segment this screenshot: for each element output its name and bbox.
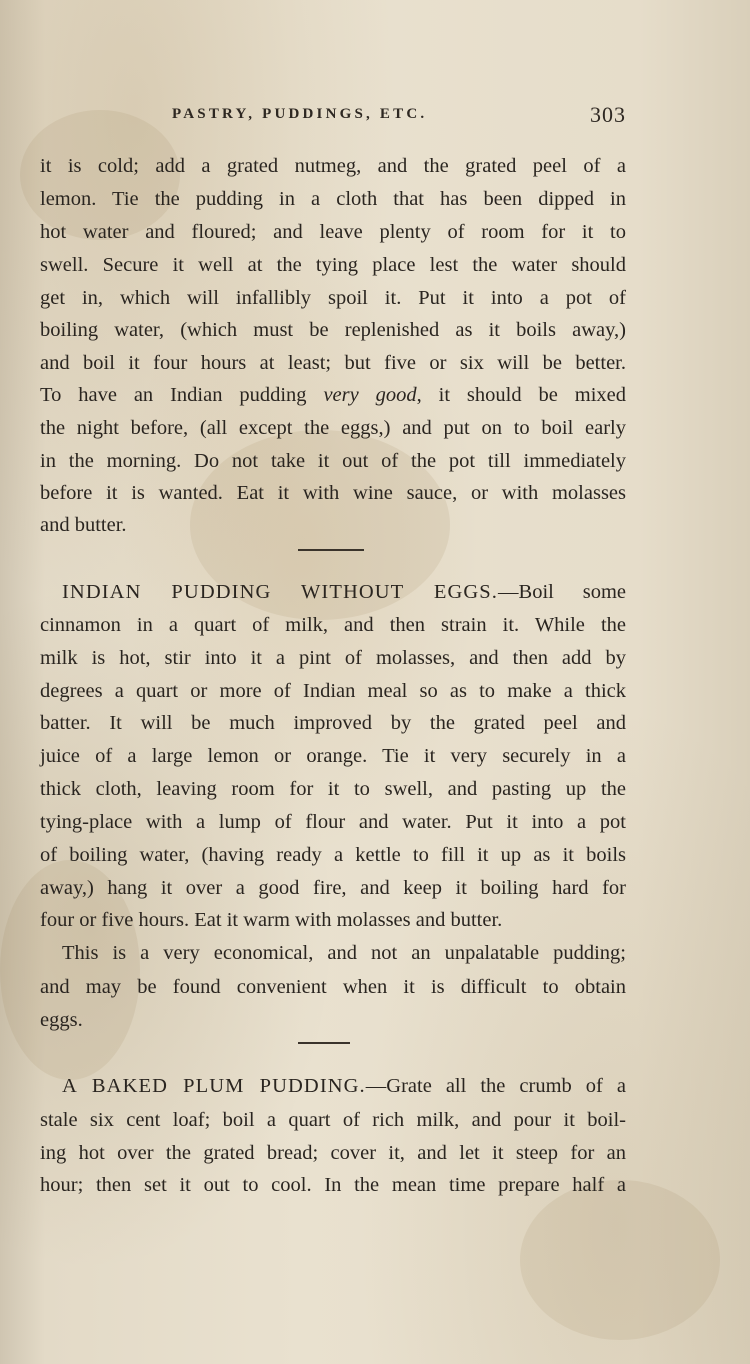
recipe-heading-line <box>62 1071 626 1101</box>
text-line: stale six cent loaf; boil a quart of rich milk, and pour it boil- <box>40 1109 626 1131</box>
text-line: lemon. Tie the pudding in a cloth that has been dipped in <box>40 188 626 210</box>
text-line: This is a very economical, and not an unpalatable pudding; <box>62 942 626 964</box>
text-line: ing hot over the grated bread; cover it, and let it steep for an <box>40 1142 626 1164</box>
section-divider <box>298 1042 350 1044</box>
text-line: juice of a large lemon or orange. Tie it very securely in a <box>40 745 626 767</box>
text-run: —Grate all the crumb of a <box>365 1075 626 1097</box>
running-head: PASTRY, PUDDINGS, ETC. <box>172 106 428 122</box>
text-line: batter. It will be much improved by the grated peel and <box>40 712 626 734</box>
paper-stain <box>520 1180 720 1340</box>
section-divider <box>298 549 364 551</box>
page-number: 303 <box>590 102 626 127</box>
text-run: , it should be mixed <box>416 384 626 406</box>
text-line: hour; then set it out to cool. In the mean time prepare half a <box>40 1174 626 1196</box>
text-line: in the morning. Do not take it out of the pot till immediately <box>40 450 626 472</box>
text-run: To have an Indian pudding <box>40 384 324 406</box>
emphasis-text: very good <box>323 384 417 406</box>
text-line: cinnamon in a quart of milk, and then strain it. While the <box>40 614 626 636</box>
text-line: and boil it four hours at least; but five or six will be better. <box>40 352 626 374</box>
text-line: get in, which will infallibly spoil it. Put it into a pot of <box>40 287 626 309</box>
text-line: hot water and floured; and leave plenty of room for it to <box>40 221 626 243</box>
text-line: thick cloth, leaving room for it to swell, and pasting up the <box>40 778 626 800</box>
text-run: —Boil some <box>498 581 626 603</box>
text-line: eggs. <box>40 1009 83 1031</box>
recipe-title: INDIAN PUDDING WITHOUT EGGS. <box>62 581 499 603</box>
page-header <box>40 104 626 134</box>
text-line: of boiling water, (having ready a kettle to fill it up as it boils <box>40 844 626 866</box>
text-line: milk is hot, stir into it a pint of molasses, and then add by <box>40 647 626 669</box>
recipe-title: A BAKED PLUM PUDDING. <box>62 1075 366 1097</box>
text-line: the night before, (all except the eggs,) and put on to boil early <box>40 417 626 439</box>
text-line: before it is wanted. Eat it with wine sauce, or with molasses <box>40 482 626 504</box>
text-line: away,) hang it over a good fire, and keep it boiling hard for <box>40 877 626 899</box>
text-line: tying-place with a lump of flour and water. Put it into a pot <box>40 811 626 833</box>
text-line: four or five hours. Eat it warm with molasses and butter. <box>40 909 503 931</box>
text-line: swell. Secure it well at the tying place lest the water should <box>40 254 626 276</box>
text-line: it is cold; add a grated nutmeg, and the grated peel of a <box>40 155 626 177</box>
text-line: degrees a quart or more of Indian meal so as to make a thick <box>40 680 626 702</box>
text-line <box>40 380 626 410</box>
recipe-heading-line <box>62 577 626 607</box>
text-line: and may be found convenient when it is difficult to obtain <box>40 976 626 998</box>
text-line: and butter. <box>40 514 127 536</box>
text-line: boiling water, (which must be replenished as it boils away,) <box>40 319 626 341</box>
